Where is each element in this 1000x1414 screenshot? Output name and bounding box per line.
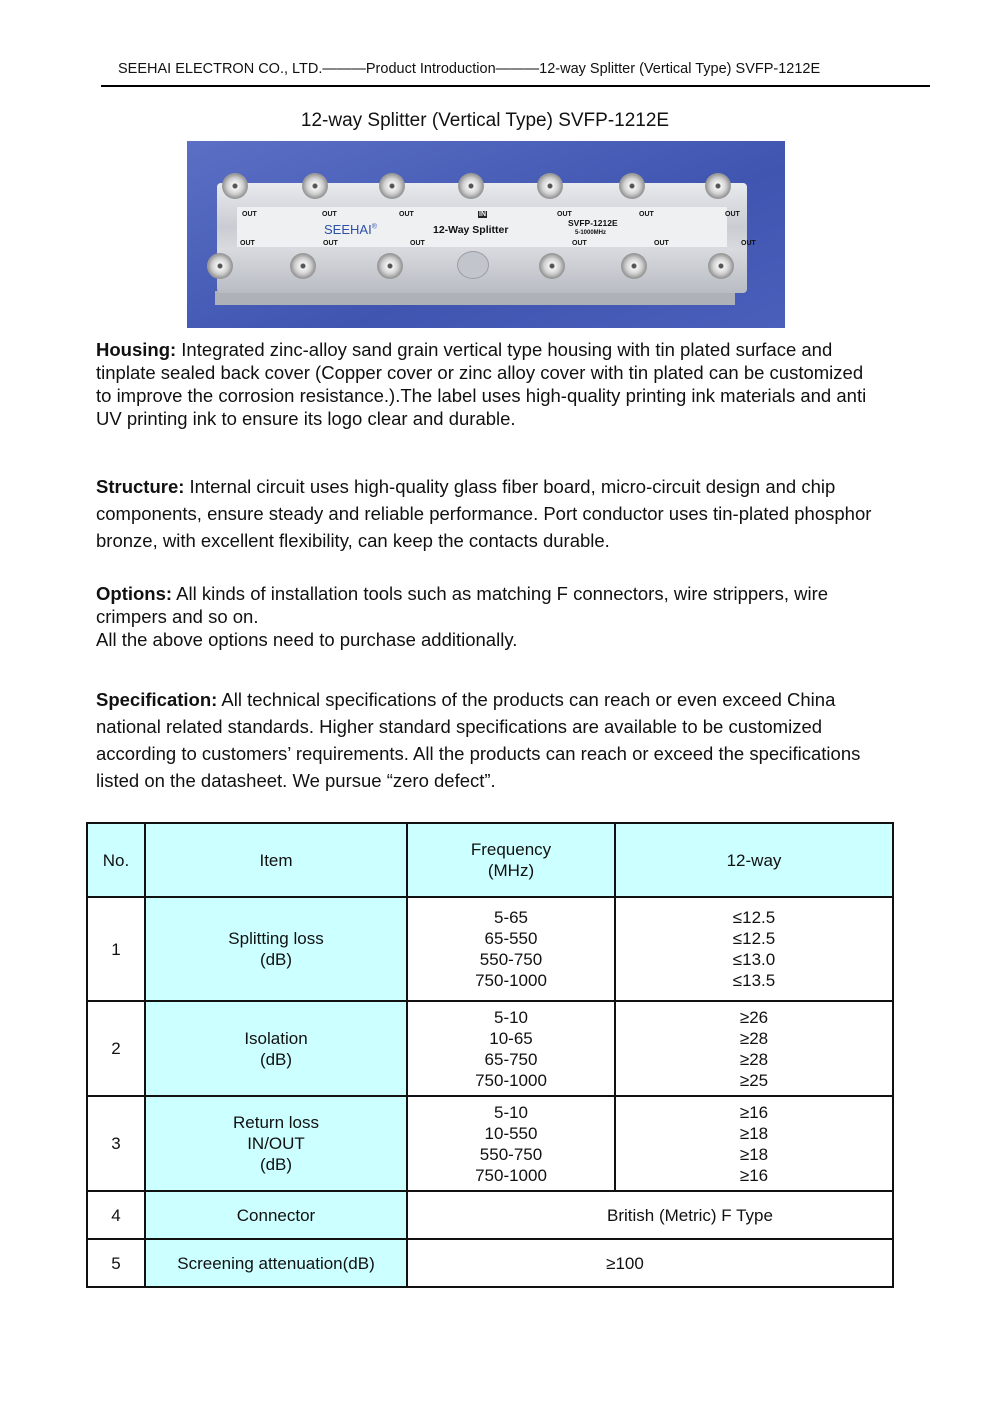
f-connector [708, 253, 734, 279]
f-connector [379, 173, 405, 199]
table-row [87, 1001, 893, 1096]
page-title: 12-way Splitter (Vertical Type) SVFP-1212E [300, 110, 670, 131]
row-value: ≥26 ≥28 ≥28 ≥25 [615, 1001, 893, 1096]
housing-section: Housing: Integrated zinc-alloy sand grain vertical type housing with tin plated surface and tinplate sealed back cover (Copper cover or zinc alloy cover with tin plated can be customized to improve the corrosion resistance.).The label uses high-quality printing ink materials and anti UV printing ink to ensure its logo clear and durable. [96, 339, 867, 429]
row-item: Return loss IN/OUT (dB) [145, 1096, 407, 1191]
row-no: 3 [87, 1096, 145, 1191]
col-frequency: Frequency (MHz) [407, 823, 615, 897]
f-connector [207, 253, 233, 279]
col-item: Item [145, 823, 407, 897]
port-label-out: OUT [725, 211, 740, 218]
f-connector [377, 253, 403, 279]
specification-section: Specification: All technical specifications of the products can reach or even exceed China national related standards. Higher standard specifications are available to be customized according to customers’ requirements. All the products can reach or exceed the specifications listed on the datasheet. We pursue “zero defect”. [96, 689, 861, 791]
table-header-row [87, 823, 893, 897]
port-label-out: OUT [323, 240, 338, 247]
running-header: SEEHAI ELECTRON CO., LTD.———Product Introduction———12-way Splitter (Vertical Type) SVFP-1212E [118, 61, 821, 77]
col-no: No. [87, 823, 145, 897]
table-row [87, 1239, 893, 1287]
brand-logo: SEEHAI® [324, 222, 377, 237]
col-12way: 12-way [615, 823, 893, 897]
f-connector [222, 173, 248, 199]
row-freq: 5-10 10-65 65-750 750-1000 [407, 1001, 615, 1096]
row-freq: 5-10 10-550 550-750 750-1000 [407, 1096, 615, 1191]
spec-table [86, 822, 894, 1288]
port-label-out: OUT [654, 240, 669, 247]
f-connector [539, 253, 565, 279]
table-row [87, 897, 893, 1001]
row-value: British (Metric) F Type [407, 1191, 893, 1239]
label-model: SVFP-1212E [568, 218, 618, 228]
port-label-out: OUT [242, 211, 257, 218]
port-label-out: OUT [741, 240, 756, 247]
port-label-out: OUT [410, 240, 425, 247]
row-no: 4 [87, 1191, 145, 1239]
header-rule [101, 85, 930, 87]
port-label-out: OUT [399, 211, 414, 218]
f-connector [537, 173, 563, 199]
row-no: 1 [87, 897, 145, 1001]
table-row [87, 1096, 893, 1191]
options-section: Options: All kinds of installation tools such as matching F connectors, wire strippers, wire crimpers and so on. All the above options need to purchase additionally. [96, 583, 829, 650]
label-name: 12-Way Splitter [433, 224, 509, 236]
row-item: Splitting loss (dB) [145, 897, 407, 1001]
row-no: 2 [87, 1001, 145, 1096]
row-freq: 5-65 65-550 550-750 750-1000 [407, 897, 615, 1001]
mounting-hole [457, 251, 489, 279]
f-connector [290, 253, 316, 279]
structure-section: Structure: Internal circuit uses high-quality glass fiber board, micro-circuit design and chip components, ensure steady and reliable performance. Port conductor uses tin-plated phosphor bronze, with excellent flexibility, can keep the contacts durable. [96, 476, 872, 551]
f-connector [705, 173, 731, 199]
table-row [87, 1191, 893, 1239]
port-label-out: OUT [639, 211, 654, 218]
product-photo [187, 141, 785, 328]
f-connector [621, 253, 647, 279]
row-no: 5 [87, 1239, 145, 1287]
row-item: Isolation (dB) [145, 1001, 407, 1096]
row-item: Connector [145, 1191, 407, 1239]
label-freq: 5-1000MHz [575, 230, 607, 236]
f-connector [458, 173, 484, 199]
port-label-out: OUT [322, 211, 337, 218]
row-value: ≥100 [407, 1239, 893, 1287]
f-connector [619, 173, 645, 199]
row-value: ≤12.5 ≤12.5 ≤13.0 ≤13.5 [615, 897, 893, 1001]
mounting-bracket [215, 291, 735, 305]
port-label-out: OUT [240, 240, 255, 247]
port-label-out: OUT [572, 240, 587, 247]
port-label-out: OUT [557, 211, 572, 218]
f-connector [302, 173, 328, 199]
row-item: Screening attenuation(dB) [145, 1239, 407, 1287]
port-label-in: IN [479, 211, 486, 218]
row-value: ≥16 ≥18 ≥18 ≥16 [615, 1096, 893, 1191]
